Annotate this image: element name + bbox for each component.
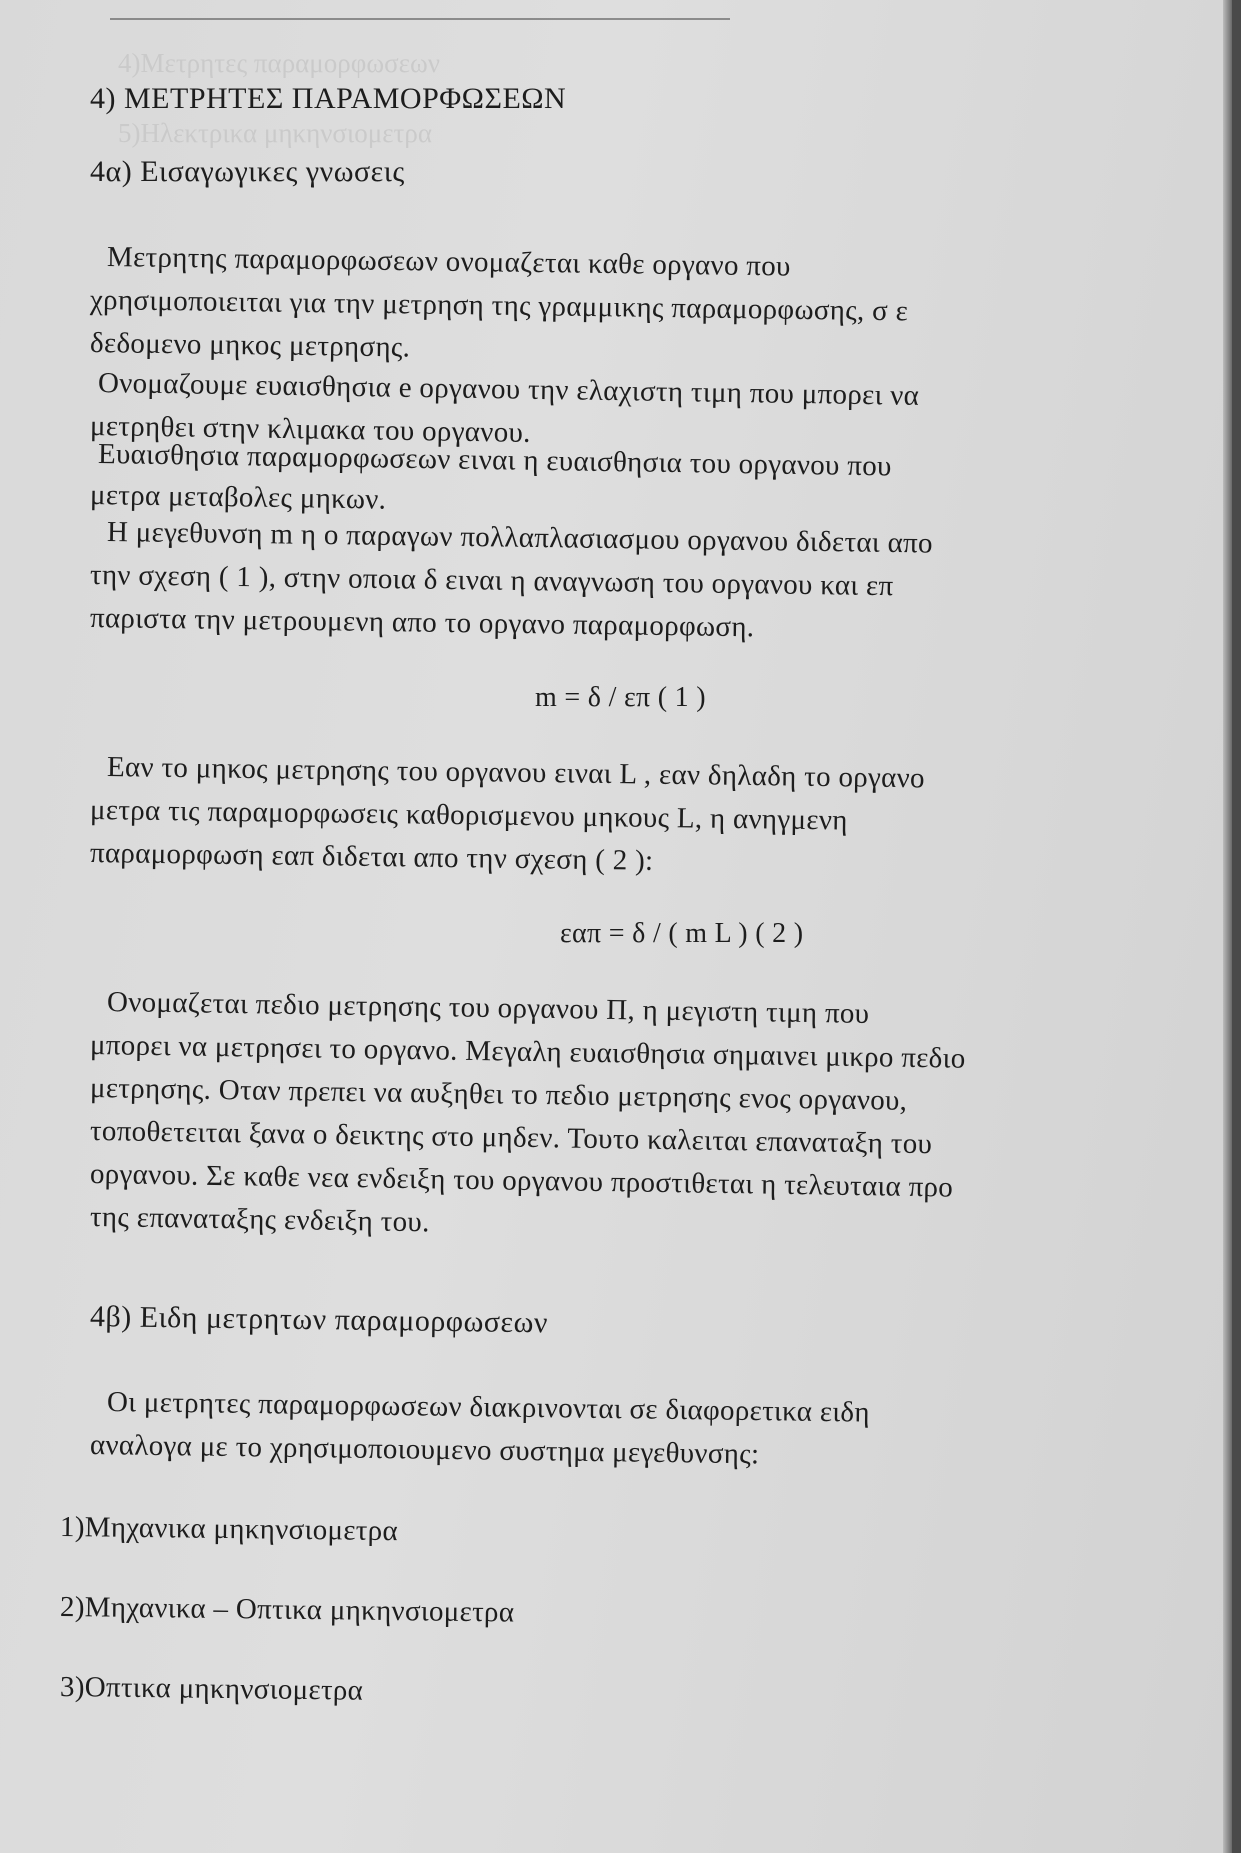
list-item: 3)Οπτικα μηκηνσιομετρα — [59, 1671, 364, 1707]
paragraph-line: της επαναταξης ενδειξη του. — [89, 1201, 430, 1239]
paragraph-line: μετρηθει στην κλιμακα του οργανου. — [89, 410, 531, 449]
paragraph-line: μπορει να μετρησει το οργανο. Μεγαλη ευαισθησια σημαινει μικρο πεδιο — [89, 1029, 966, 1075]
paragraph-line: παραμορφωση εαπ διδεται απο την σχεση ( 2 ): — [89, 837, 654, 877]
paragraph-line: Ονομαζουμε ευαισθησια e οργανου την ελαχιστη τιμη που μπορει να — [97, 367, 920, 412]
paragraph-line: μετρα τις παραμορφωσεις καθορισμενου μηκους L, η ανηγμενη — [89, 794, 848, 837]
paragraph-line: μετρησης. Οταν πρεπει να αυξηθει το πεδιο μετρησης ενος οργανου, — [89, 1072, 908, 1117]
paragraph-line: χρησιμοποιειται για την μετρηση της γραμμικης παραμορφωσης, σ ε — [89, 284, 909, 328]
paragraph-line: τοποθετειται ξανα ο δεικτης στο μηδεν. Τουτο καλειται επαναταξη του — [89, 1115, 933, 1161]
top-rule — [110, 18, 730, 20]
paragraph-line: Η μεγεθυνση m η ο παραγων πολλαπλασιασμου οργανου διδεται απο — [106, 516, 934, 560]
list-item: 1)Μηχανικα μηκηνσιομετρα — [59, 1511, 399, 1548]
paragraph-line: Μετρητης παραμορφωσεων ονομαζεται καθε οργανο που — [106, 241, 791, 283]
paragraph-line: Εαν το μηκος μετρησης του οργανου ειναι L , εαν δηλαδη το οργανο — [106, 751, 926, 795]
paragraph-line: Οι μετρητες παραμορφωσεων διακρινονται σε διαφορετικα ειδη — [106, 1386, 871, 1429]
section-title: 4) ΜΕΤΡΗΤΕΣ ΠΑΡΑΜΟΡΦΩΣΕΩΝ — [90, 82, 567, 115]
paragraph-line: δεδομενο μηκος μετρησης. — [89, 327, 411, 364]
paragraph-line: την σχεση ( 1 ), στην οποια δ ειναι η αναγνωση του οργανου και επ — [89, 559, 894, 603]
bleed-through-line: 5)Ηλεκτρικα μηκηνσιομετρα — [118, 118, 433, 148]
list-item: 2)Μηχανικα – Οπτικα μηκηνσιομετρα — [59, 1591, 515, 1629]
bleed-through-line: 4)Μετρητες παραμορφωσεων — [118, 48, 440, 78]
subsection-a-title: 4α) Εισαγωγικες γνωσεις — [90, 155, 405, 188]
formula-1: m = δ / επ ( 1 ) — [535, 682, 706, 713]
paragraph-line: αναλογα με το χρησιμοποιουμενο συστημα μεγεθυνσης: — [89, 1429, 760, 1471]
paragraph-line: Ονομαζεται πεδιο μετρησης του οργανου Π, η μεγιστη τιμη που — [106, 986, 870, 1030]
page-edge-shadow — [1223, 0, 1232, 1853]
paragraph-line: οργανου. Σε καθε νεα ενδειξη του οργανου προστιθεται η τελευταια προ — [89, 1158, 954, 1204]
paragraph-line: Ευαισθησια παραμορφωσεων ειναι η ευαισθησια του οργανου που — [97, 438, 892, 483]
paragraph-line: παριστα την μετρουμενη απο το οργανο παραμορφωση. — [89, 602, 755, 644]
paragraph-line: μετρα μεταβολες μηκων. — [89, 479, 387, 516]
formula-2: εαπ = δ / ( m L ) ( 2 ) — [560, 918, 804, 949]
subsection-b-title: 4β) Ειδη μετρητων παραμορφωσεων — [89, 1300, 549, 1340]
